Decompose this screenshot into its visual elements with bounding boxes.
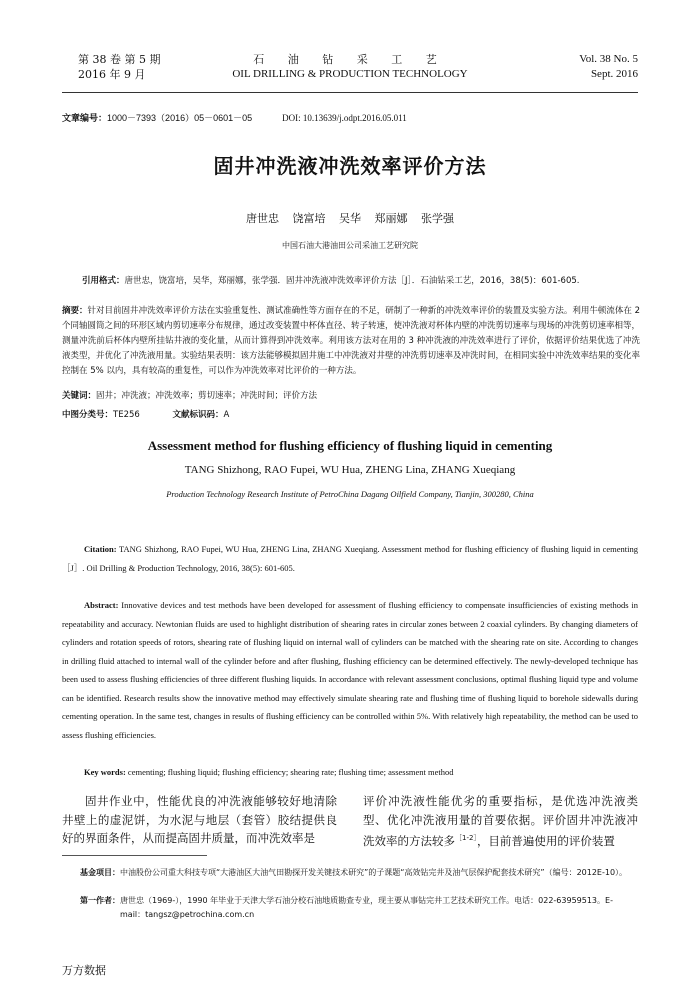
keywords-en-label: Key words: bbox=[84, 767, 126, 777]
footnote-fund bbox=[62, 866, 640, 880]
watermark: 万方数据 bbox=[62, 964, 106, 977]
abstract-cn-label: 摘要： bbox=[62, 306, 88, 316]
body-right-text-a: 评价冲洗液性能优劣的重要指标，是优选冲洗液类型、优化冲洗液用量的首要依据。评价固井冲洗液冲洗效率的方法较多 bbox=[363, 794, 638, 848]
fund-text: 中油股份公司重大科技专项“大港油区大油气田勘探开发关键技术研究”的子课题“高效钻完井及油气层保护配套技术研究”（编号：2012E-10）。 bbox=[120, 868, 628, 877]
footnote-first-author bbox=[62, 894, 640, 922]
doc-code-label: 文献标识码： bbox=[172, 410, 224, 420]
citation-cn-label: 引用格式： bbox=[82, 276, 125, 286]
citation-en-text: TANG Shizhong, RAO Fupei, WU Hua, ZHENG Lina, ZHANG Xueqiang. Assessment method for flushing efficiency of flushing liquid in cementing［J］. Oil Drilling & Production Technology, 2016, 38(5): 601-605. bbox=[62, 544, 638, 573]
fund-label: 基金项目： bbox=[80, 868, 120, 877]
title-en: Assessment method for flushing efficiency of flushing liquid in cementing bbox=[147, 438, 553, 453]
keywords-cn-text: 固井；冲洗液；冲洗效率；剪切速率；冲洗时间；评价方法 bbox=[96, 391, 318, 401]
journal-name-en: OIL DRILLING & PRODUCTION TECHNOLOGY bbox=[232, 68, 468, 80]
author-cn: 郑丽娜 bbox=[374, 212, 408, 225]
authors-cn bbox=[0, 210, 700, 226]
abstract-cn-text: 针对目前固井冲洗效率评价方法在实验重复性、测试准确性等方面存在的不足，研制了一种新的冲洗效率评价的装置及实验方法。利用牛顿流体在 2 个同轴圆筒之间的环形区域内剪切速率分布规律，通过改变装置中杯体直径、转子转速，使冲洗液对杯体内壁的冲洗剪切速率与现场的冲洗剪切速率相等，测量冲洗前后杯体内壁所挂钻井液的变化量，从而计算得到冲洗效率。利用该方法对在用的 3 种冲洗液的冲洗效率进行了评价，依据评价结果优选了冲洗液类型，并优化了冲洗液用量。实验结果表明：该方法能够模拟固井施工中冲洗液对井壁的冲洗剪切速率及冲洗时间，在相同实验中冲洗效率结果的变化率控制在 5% 以内，具有较高的重复性，可以作为冲洗效率对比评价的一种方法。 bbox=[62, 306, 641, 376]
author-cn: 饶富培 bbox=[292, 212, 326, 225]
body-right-text-b: ，目前普遍使用的评价装置 bbox=[476, 833, 615, 848]
reference-marker[interactable]: ［1-2］ bbox=[455, 834, 477, 842]
first-author-label: 第一作者： bbox=[80, 896, 120, 905]
author-cn: 吴华 bbox=[339, 212, 361, 225]
authors-en: TANG Shizhong, RAO Fupei, WU Hua, ZHENG Lina, ZHANG Xueqiang bbox=[184, 464, 516, 476]
abstract-en-text: Innovative devices and test methods have been developed for assessment of flushing efficiency to compensate insufficiencies of existing methods in repeatability and accuracy. Newtonian fluids are used to highlight distribution of shearing rates in circular zones between 2 coaxial cylinders. By changing diameters of cylinders and rotation speeds of rotors, shearing rate of flushing liquid on internal wall of cylinders can be matched with the shearing rate on site. According to changes in drilling fluid attached to internal wall of the cylinder before and after flushing, flushing efficiency can be determined effectively. The newly-developed technique has been used to assess flushing efficiencies of three different flushing liquids. In accordance with relevant assessment conclusions, optimal flushing liquid type and volume can be identified. Research results show the innovative method may effectively simulate shearing rate and flushing time of flushing liquid to borehole sidewalls during cementing operation. In the same test, changes in results of flushing efficiency can be controlled within 5%. With relatively high repeatability, the method can be used to assess flushing efficiencies. bbox=[62, 600, 638, 740]
issue-info-en bbox=[579, 52, 638, 82]
citation-cn bbox=[62, 274, 640, 289]
first-author-text: 唐世忠（1969-），1990 年毕业于天津大学石油分校石油地质勘查专业，现主要从事钻完井工艺技术研究工作。电话：022-63959513。E-mail：tangsz@petrochina.com.cn bbox=[120, 896, 613, 919]
doc-code-value: A bbox=[223, 410, 230, 420]
citation-en bbox=[62, 540, 638, 577]
abstract-en-label: Abstract: bbox=[84, 600, 119, 610]
keywords-en-text: cementing; flushing liquid; flushing efficiency; shearing rate; flushing time; assessment method bbox=[127, 767, 454, 777]
citation-en-label: Citation: bbox=[84, 544, 117, 554]
affiliation-en: Production Technology Research Institute of PetroChina Dagang Oilfield Company, Tianjin, 300280, China bbox=[166, 489, 534, 499]
abstract-en bbox=[62, 596, 638, 744]
keywords-cn-label: 关键词： bbox=[62, 391, 97, 401]
journal-name-cn: 石 油 钻 采 工 艺 bbox=[253, 53, 447, 66]
issue-number-cn: 第 38 卷 第 5 期 bbox=[78, 53, 161, 66]
article-meta bbox=[62, 111, 407, 124]
article-no: 1000－7393（2016）05－0601－05 bbox=[107, 113, 253, 123]
author-cn: 张学强 bbox=[421, 212, 454, 225]
keywords-en bbox=[62, 763, 638, 782]
volume-en: Vol. 38 No. 5 bbox=[579, 53, 638, 65]
classification-value: TE256 bbox=[113, 410, 140, 420]
body-column-right bbox=[363, 792, 638, 850]
citation-cn-text: 唐世忠，饶富培，吴华，郑丽娜，张学强．固井冲洗液冲洗效率评价方法［J］．石油钻采工艺，2016，38(5)：601-605. bbox=[124, 276, 580, 286]
header-rule bbox=[62, 92, 638, 93]
article-no-label: 文章编号： bbox=[62, 113, 108, 123]
title-cn: 固井冲洗液冲洗效率评价方法 bbox=[213, 154, 487, 178]
classification-cn bbox=[62, 408, 640, 423]
abstract-cn bbox=[62, 304, 640, 379]
body-column-left: 固井作业中，性能优良的冲洗液能够较好地清除井壁上的虚泥饼，为水泥与地层（套管）胶结提供良好的界面条件，从而提高固井质量，而冲洗效率是 bbox=[62, 794, 337, 845]
issue-date-cn: 2016 年 9 月 bbox=[78, 68, 146, 81]
author-cn: 唐世忠 bbox=[246, 212, 279, 225]
doi: DOI: 10.13639/j.odpt.2016.05.011 bbox=[282, 113, 407, 123]
classification-label: 中图分类号： bbox=[62, 410, 114, 420]
affiliation-cn: 中国石油大港油田公司采油工艺研究院 bbox=[282, 241, 418, 250]
keywords-cn bbox=[62, 389, 640, 404]
footnote-rule bbox=[62, 855, 207, 856]
date-en: Sept. 2016 bbox=[590, 68, 638, 80]
